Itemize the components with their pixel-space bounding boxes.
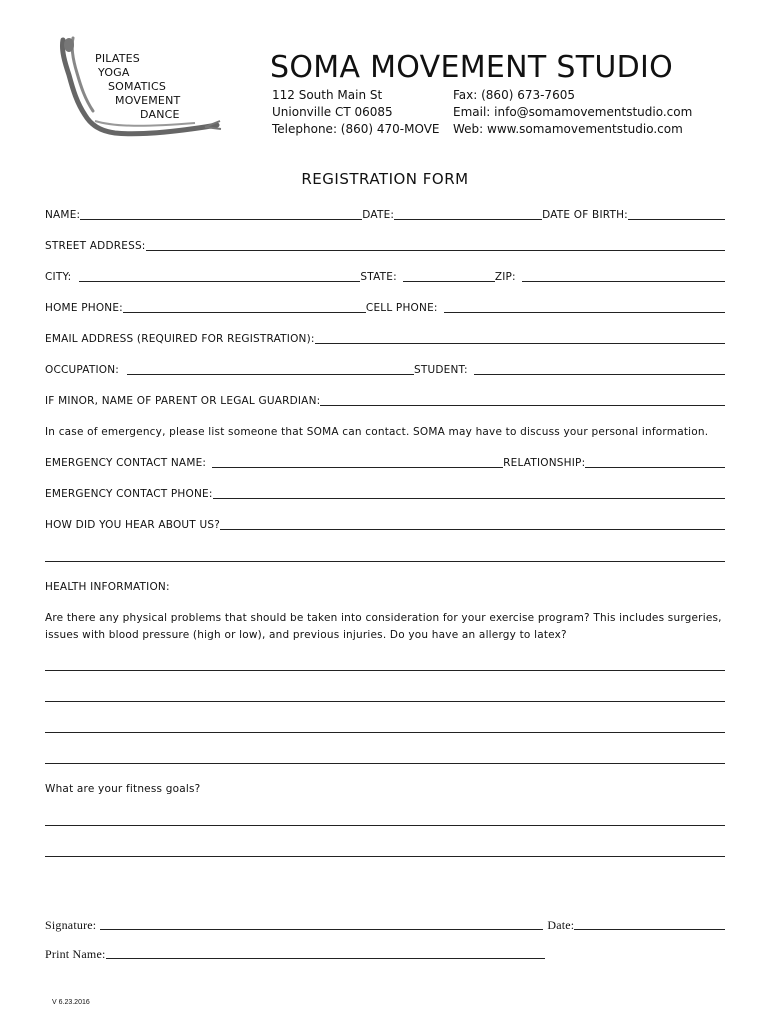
version-label: V 6.23.2016 — [52, 999, 90, 1006]
name-field[interactable] — [80, 219, 362, 220]
row-hear-about — [45, 517, 725, 531]
health-answer-line4[interactable] — [45, 763, 725, 764]
dob-label: DATE OF BIRTH: — [542, 209, 628, 221]
row-emergency-phone — [45, 486, 725, 500]
row-signature — [45, 917, 725, 931]
email-field[interactable] — [315, 343, 725, 344]
signature-field[interactable] — [100, 929, 543, 930]
student-field[interactable] — [474, 374, 725, 375]
row-occupation — [45, 362, 725, 376]
email-contact: Email: info@somamovementstudio.com — [453, 105, 693, 119]
health-question: Are there any physical problems that should be taken into consideration for your exercise program? This includes surgeries, issues with blood pressure (high or low), and previous injuries. Do you have an allergy to latex? — [45, 612, 722, 641]
zip-label: ZIP: — [494, 271, 516, 283]
home-phone-label: HOME PHONE: — [45, 302, 123, 314]
web-contact: Web: www.somamovementstudio.com — [453, 122, 683, 136]
sig-date-field[interactable] — [574, 929, 725, 930]
print-name-field[interactable] — [106, 958, 545, 959]
health-heading: HEALTH INFORMATION: — [45, 581, 170, 593]
hear-about-label: HOW DID YOU HEAR ABOUT US? — [45, 519, 220, 531]
street-field[interactable] — [146, 250, 725, 251]
city-label: CITY: — [45, 271, 72, 283]
sig-date-label: Date: — [547, 918, 575, 932]
emergency-name-label: EMERGENCY CONTACT NAME: — [45, 457, 207, 469]
cell-phone-field[interactable] — [444, 312, 725, 313]
row-city — [45, 269, 725, 283]
emergency-name-field[interactable] — [212, 467, 503, 468]
state-label: STATE: — [360, 271, 397, 283]
dob-field[interactable] — [628, 219, 725, 220]
logo-tagline-movement: MOVEMENT — [115, 94, 181, 107]
home-phone-field[interactable] — [123, 312, 366, 313]
relationship-label: RELATIONSHIP: — [503, 457, 586, 469]
row-emergency-name — [45, 455, 725, 469]
emergency-intro: In case of emergency, please list someone that SOMA can contact. SOMA may have to discuss your personal information. — [45, 426, 709, 438]
date-label: DATE: — [362, 209, 395, 221]
row-guardian — [45, 393, 725, 407]
cell-phone-label: CELL PHONE: — [365, 302, 438, 314]
zip-field[interactable] — [522, 281, 725, 282]
studio-name: SOMA MOVEMENT STUDIO — [270, 50, 674, 85]
row-print-name — [45, 946, 545, 960]
name-label: NAME: — [45, 209, 81, 221]
health-answer-line1[interactable] — [45, 670, 725, 671]
signature-label: Signature: — [45, 918, 97, 932]
email-label: EMAIL ADDRESS (REQUIRED FOR REGISTRATION): — [45, 333, 315, 345]
logo-tagline-somatics: SOMATICS — [108, 80, 167, 93]
city-field[interactable] — [79, 281, 360, 282]
health-answer-line2[interactable] — [45, 701, 725, 702]
emergency-phone-field[interactable] — [213, 498, 725, 499]
hear-about-field-line2[interactable] — [45, 561, 725, 562]
row-name — [45, 207, 725, 221]
print-name-label: Print Name: — [45, 947, 106, 961]
fax: Fax: (860) 673-7605 — [453, 88, 575, 102]
row-street — [45, 238, 725, 252]
fitness-goals-line2[interactable] — [45, 856, 725, 857]
telephone: Telephone: (860) 470-MOVE — [272, 122, 440, 136]
emergency-phone-label: EMERGENCY CONTACT PHONE: — [45, 488, 213, 500]
row-phones — [45, 300, 725, 314]
logo-tagline-pilates: PILATES — [95, 52, 140, 65]
state-field[interactable] — [403, 281, 495, 282]
form-title: REGISTRATION FORM — [301, 170, 469, 188]
date-field[interactable] — [394, 219, 542, 220]
address-line2: Unionville CT 06085 — [272, 105, 393, 119]
occupation-label: OCCUPATION: — [45, 364, 120, 376]
fitness-goals-line1[interactable] — [45, 825, 725, 826]
health-answer-line3[interactable] — [45, 732, 725, 733]
hear-about-field[interactable] — [220, 529, 725, 530]
occupation-field[interactable] — [127, 374, 414, 375]
relationship-field[interactable] — [585, 467, 725, 468]
street-label: STREET ADDRESS: — [45, 240, 146, 252]
logo-tagline-yoga: YOGA — [98, 66, 130, 79]
guardian-label: IF MINOR, NAME OF PARENT OR LEGAL GUARDIAN: — [45, 395, 321, 407]
logo — [55, 35, 225, 145]
student-label: STUDENT: — [414, 364, 468, 376]
address-line1: 112 South Main St — [272, 88, 383, 102]
guardian-field[interactable] — [320, 405, 725, 406]
row-email — [45, 331, 725, 345]
logo-tagline-dance: DANCE — [140, 108, 180, 121]
fitness-goals-label: What are your fitness goals? — [45, 783, 201, 795]
